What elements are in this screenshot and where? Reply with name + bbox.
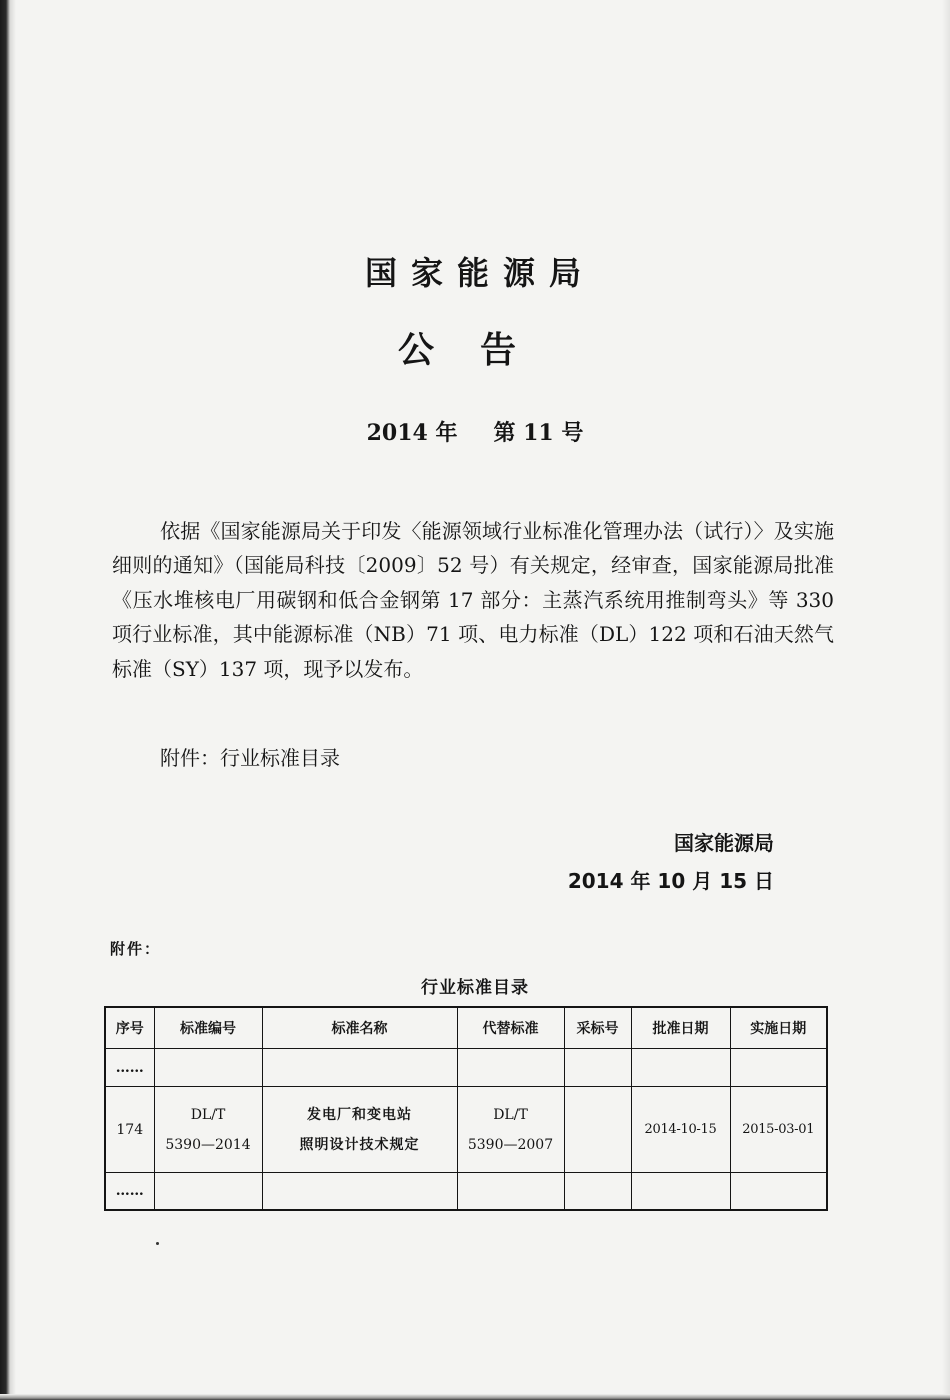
replaced-line-2: 5390—2007 — [467, 1136, 554, 1153]
column-header: 采标号 — [564, 1007, 631, 1049]
seq-cell: 174 — [105, 1087, 154, 1173]
table-row — [105, 1049, 827, 1087]
approval-date-cell: 2014-10-15 — [631, 1087, 730, 1173]
issue-no: 第 11 号 — [493, 420, 584, 446]
table-header-row — [105, 1007, 827, 1049]
name-line-1: 发电厂和变电站 — [307, 1106, 412, 1123]
ellipsis-cell: …… — [105, 1049, 154, 1087]
empty-cell — [631, 1173, 730, 1211]
ellipsis-cell: …… — [105, 1173, 154, 1211]
column-header: 序号 — [105, 1007, 154, 1049]
announcement-paragraph — [112, 514, 834, 686]
column-header: 标准名称 — [262, 1007, 457, 1049]
page-right-shadow — [942, 0, 950, 1400]
announcement-text: 依据《国家能源局关于印发〈能源领域行业标准化管理办法（试行）〉及实施细则的通知》（国能局科技〔2009〕52 号）有关规定，经审查，国家能源局批准《压水堆核电厂用碳钢和低合金钢第 17 部分：主蒸汽系统用推制弯头》等 330 项行业标准，其中能源标准（NB）71 项、电力标准（DL）122 项和石油天然气标准（SY）137 项，现予以发布。 — [112, 519, 834, 681]
effective-date-cell: 2015-03-01 — [730, 1087, 827, 1173]
document-type-title: 公告 — [397, 330, 562, 371]
page-binding-edge — [0, 0, 16, 1400]
signature-date: 2014 年 10 月 15 日 — [567, 869, 774, 893]
empty-cell — [564, 1173, 631, 1211]
empty-cell — [730, 1173, 827, 1211]
empty-cell — [564, 1049, 631, 1087]
empty-cell — [262, 1173, 457, 1211]
code-line-1: DL/T — [190, 1106, 226, 1123]
name-line-2: 照明设计技术规定 — [299, 1136, 420, 1153]
column-header: 代替标准 — [457, 1007, 564, 1049]
empty-cell — [730, 1049, 827, 1087]
code-cell — [154, 1087, 262, 1173]
table-row — [105, 1087, 827, 1173]
issue-year: 2014 年 — [366, 420, 458, 446]
replaced-cell — [457, 1087, 564, 1173]
column-header: 实施日期 — [730, 1007, 827, 1049]
page-bottom-edge — [0, 1394, 950, 1400]
empty-cell — [457, 1049, 564, 1087]
adopted-cell — [564, 1087, 631, 1173]
empty-cell — [457, 1173, 564, 1211]
signature-agency: 国家能源局 — [674, 831, 774, 855]
agency-title: 国家能源局 — [364, 254, 595, 292]
empty-cell — [631, 1049, 730, 1087]
empty-cell — [262, 1049, 457, 1087]
replaced-line-1: DL/T — [493, 1106, 528, 1123]
appendix-table-title: 行业标准目录 — [421, 978, 529, 998]
code-line-2: 5390—2014 — [165, 1136, 251, 1153]
column-header: 批准日期 — [631, 1007, 730, 1049]
column-header: 标准编号 — [154, 1007, 262, 1049]
attachment-reference: 附件：行业标准目录 — [160, 746, 340, 770]
signature-block — [568, 824, 774, 900]
standards-table — [104, 1006, 828, 1211]
table-row — [105, 1173, 827, 1211]
issue-number — [0, 416, 950, 447]
scan-speck — [156, 1242, 159, 1245]
appendix-label: 附件： — [110, 940, 162, 958]
name-cell — [262, 1087, 457, 1173]
empty-cell — [154, 1173, 262, 1211]
empty-cell — [154, 1049, 262, 1087]
